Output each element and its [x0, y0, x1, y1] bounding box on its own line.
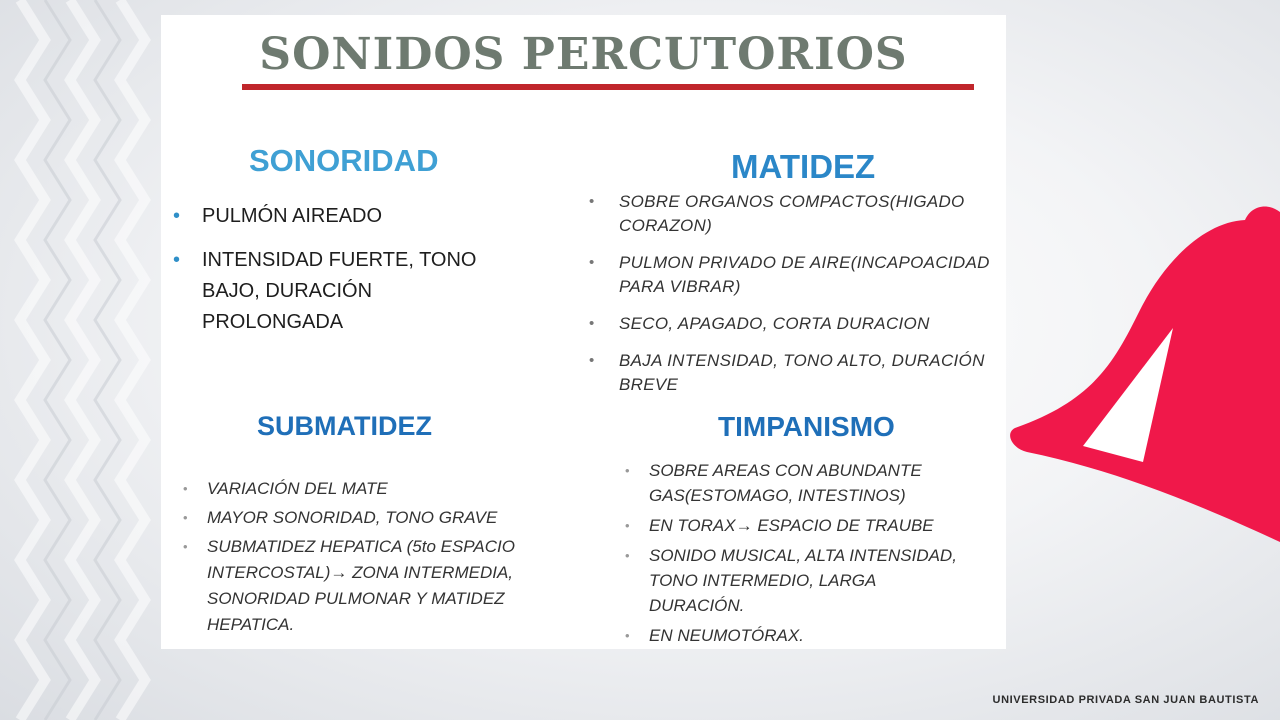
- list-item: • SECO, APAGADO, CORTA DURACION: [589, 312, 999, 336]
- bullet-icon: •: [183, 539, 188, 554]
- list-item: • PULMON PRIVADO DE AIRE(INCAPOACIDAD PARA VIBRAR): [589, 253, 990, 296]
- bullet-icon: •: [589, 352, 595, 369]
- bullet-icon: •: [173, 249, 181, 271]
- list-item: • INTENSIDAD FUERTE, TONO BAJO, DURACIÓN PROLONGADA: [173, 245, 513, 338]
- list-item: • VARIACIÓN DEL MATE: [183, 476, 563, 502]
- list-item: • MAYOR SONORIDAD, TONO GRAVE: [183, 505, 563, 531]
- timpanismo-list: [625, 458, 965, 653]
- submatidez-list: [183, 476, 563, 641]
- bullet-icon: •: [625, 463, 630, 478]
- list-item: • SUBMATIDEZ HEPATICA (5to ESPACIO INTERCOSTAL)→ ZONA INTERMEDIA, SONORIDAD PULMONAR Y MATIDEZ HEPATICA.: [183, 534, 563, 638]
- bullet-icon: •: [183, 510, 188, 525]
- list-item: • SONIDO MUSICAL, ALTA INTENSIDAD, TONO INTERMEDIO, LARGA DURACIÓN.: [625, 543, 965, 618]
- bullet-icon: •: [625, 548, 630, 563]
- matidez-list: [589, 190, 999, 410]
- bell-icon: [1005, 200, 1280, 550]
- bullet-icon: •: [173, 205, 181, 227]
- list-item: • SOBRE ORGANOS COMPACTOS(HIGADO CORAZON): [589, 192, 965, 235]
- bullet-icon: •: [183, 481, 188, 496]
- sonoridad-list: [173, 201, 513, 351]
- submatidez-heading: SUBMATIDEZ: [257, 411, 432, 441]
- bullet-icon: •: [625, 628, 630, 643]
- content-panel: [161, 15, 1006, 649]
- list-item: • SOBRE AREAS CON ABUNDANTE GAS(ESTOMAGO, INTESTINOS): [625, 458, 965, 508]
- university-footer: UNIVERSIDAD PRIVADA SAN JUAN BAUTISTA: [992, 694, 1259, 706]
- slide-title: SONIDOS PERCUTORIOS: [259, 29, 908, 80]
- chevron-pattern: [0, 0, 175, 720]
- list-item: • PULMÓN AIREADO: [173, 201, 513, 232]
- bullet-icon: •: [589, 193, 595, 210]
- matidez-heading: MATIDEZ: [731, 148, 876, 185]
- title-underline: [242, 84, 974, 90]
- sonoridad-heading: SONORIDAD: [249, 143, 439, 178]
- list-item: • BAJA INTENSIDAD, TONO ALTO, DURACIÓN BREVE: [589, 351, 985, 394]
- bullet-icon: •: [589, 254, 595, 271]
- list-item: • EN NEUMOTÓRAX.: [625, 623, 965, 648]
- list-item: • EN TORAX→ ESPACIO DE TRAUBE: [625, 513, 965, 538]
- bullet-icon: •: [625, 518, 630, 533]
- timpanismo-heading: TIMPANISMO: [718, 411, 895, 442]
- bullet-icon: •: [589, 315, 595, 332]
